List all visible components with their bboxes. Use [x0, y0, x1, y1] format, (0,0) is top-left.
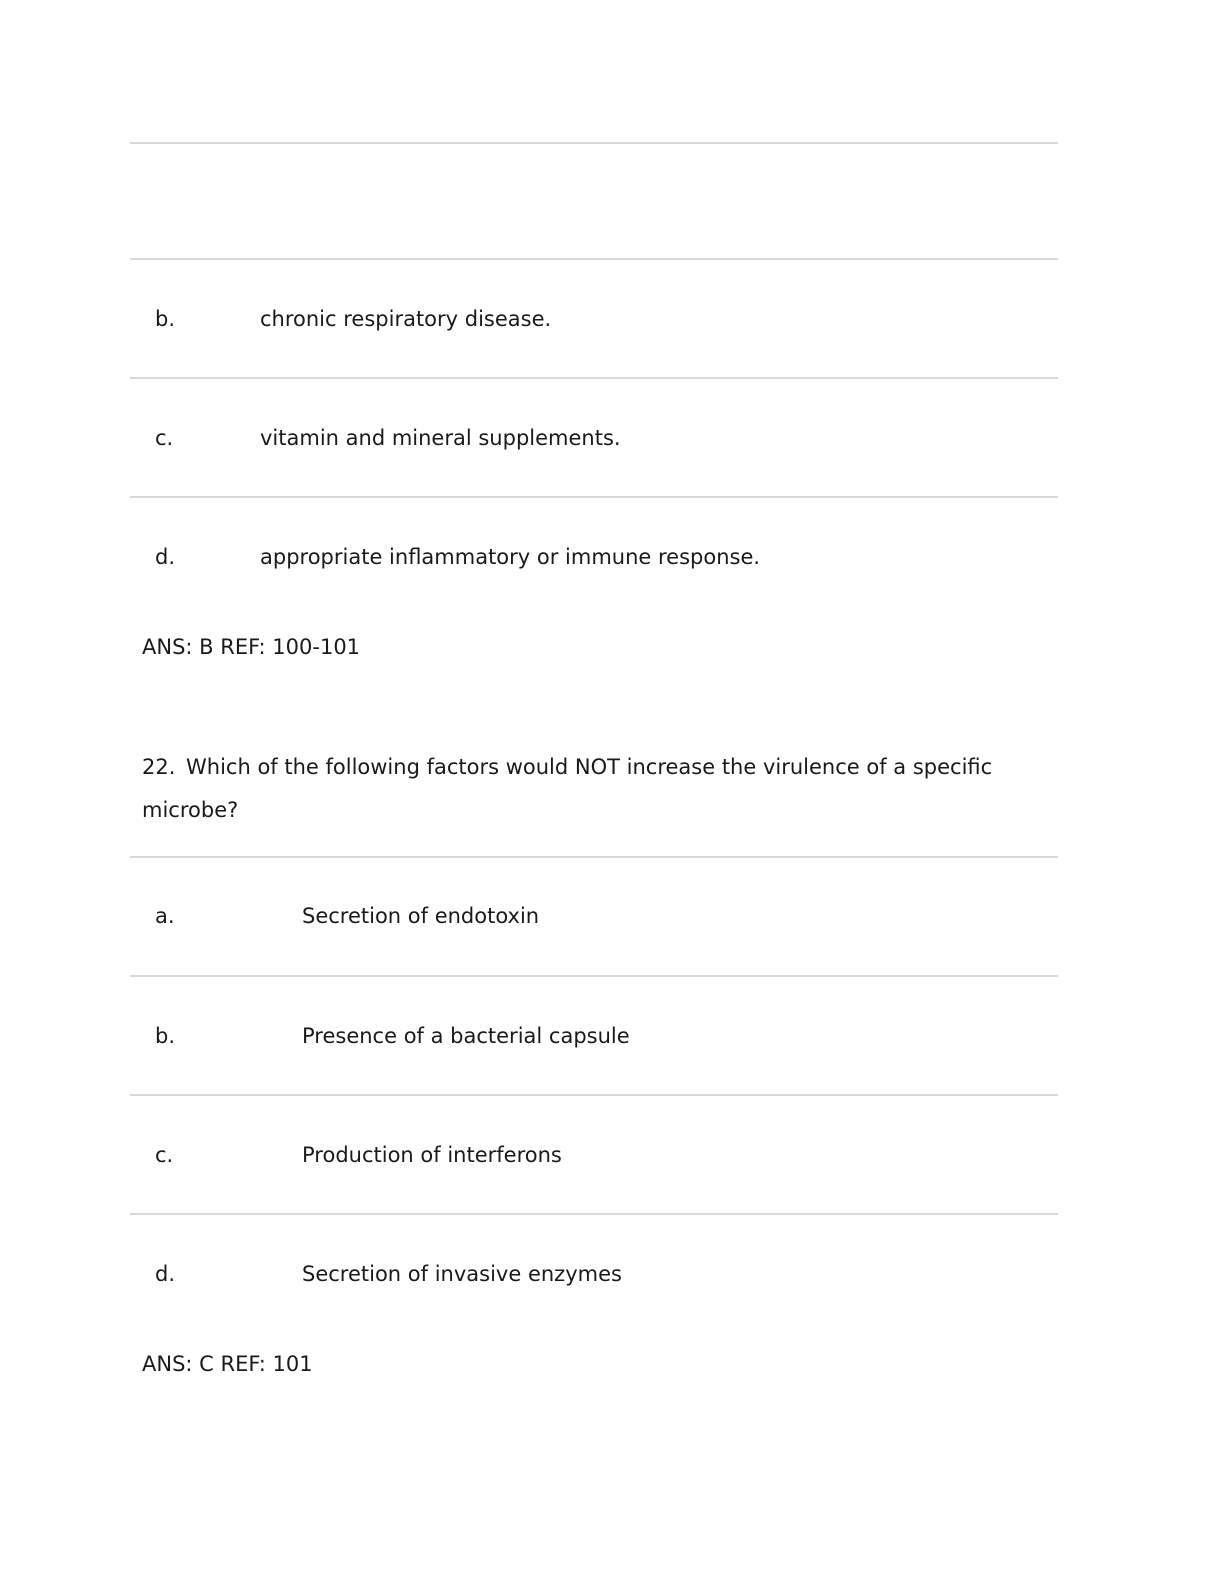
- option-label: c.: [155, 426, 174, 450]
- option-label: a.: [155, 904, 175, 928]
- divider: [130, 142, 1058, 144]
- option-text: chronic respiratory disease.: [260, 307, 552, 331]
- q21-answer: ANS: B REF: 100-101: [142, 635, 361, 659]
- question-text-line2: microbe?: [142, 798, 239, 822]
- question-text-line1: Which of the following factors would NOT increase the virulence of a specific: [186, 755, 993, 779]
- option-label: b.: [155, 1024, 176, 1048]
- option-label: b.: [155, 307, 176, 331]
- divider: [130, 1213, 1058, 1215]
- option-label: d.: [155, 545, 176, 569]
- divider: [130, 1094, 1058, 1096]
- option-text: appropriate inflammatory or immune response.: [260, 545, 761, 569]
- divider: [130, 377, 1058, 379]
- option-label: d.: [155, 1262, 176, 1286]
- question-number: 22.: [142, 755, 176, 779]
- divider: [130, 856, 1058, 858]
- q22-answer: ANS: C REF: 101: [142, 1352, 313, 1376]
- divider: [130, 975, 1058, 977]
- divider: [130, 258, 1058, 260]
- option-text: Presence of a bacterial capsule: [302, 1024, 630, 1048]
- option-text: vitamin and mineral supplements.: [260, 426, 621, 450]
- option-text: Secretion of endotoxin: [302, 904, 540, 928]
- option-text: Secretion of invasive enzymes: [302, 1262, 622, 1286]
- option-label: c.: [155, 1143, 174, 1167]
- option-text: Production of interferons: [302, 1143, 562, 1167]
- divider: [130, 496, 1058, 498]
